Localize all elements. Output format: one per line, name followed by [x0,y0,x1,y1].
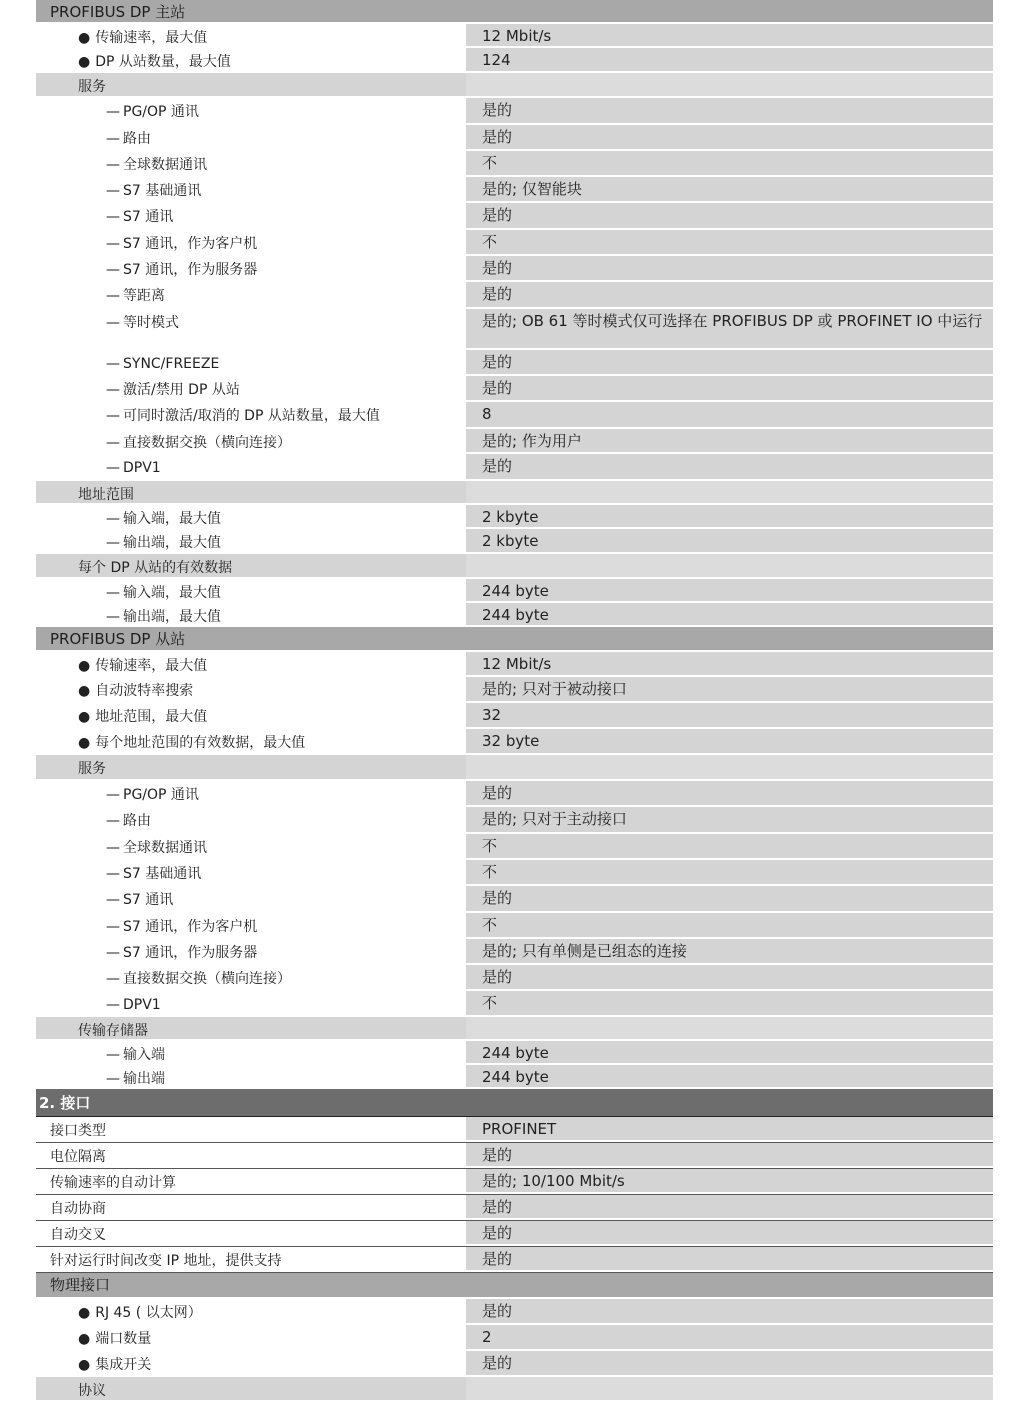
dash-marker: — [106,288,120,304]
spec-label [36,282,466,309]
spec-row [36,1221,993,1247]
spec-label-text: 输入端，最大值 [123,511,221,527]
dash-marker: — [106,787,120,803]
subgroup-header: 服务 [36,73,993,98]
spec-value: 不 [466,151,993,177]
dash-marker: — [106,262,120,278]
dash-marker: — [106,1047,120,1063]
subgroup-header: 地址范围 [36,481,993,505]
spec-row [36,729,993,755]
spec-label-text: 输出端 [123,1071,165,1087]
spec-label-text: DP 从站数量，最大值 [95,54,231,70]
spec-label-text: 每个地址范围的有效数据，最大值 [95,735,306,751]
spec-value: 244 byte [466,579,993,603]
subgroup-header: 每个 DP 从站的有效数据 [36,554,993,579]
spec-label [36,1351,466,1377]
spec-label [36,125,466,151]
spec-value: 是的 [466,256,993,282]
spec-label [36,48,466,73]
spec-row [36,652,993,677]
spec-value: 32 byte [466,729,993,755]
spec-row [36,834,993,860]
dash-marker: — [106,356,120,372]
spec-value: 是的 [466,454,993,481]
spec-row [36,807,993,834]
spec-label-text: 地址范围，最大值 [95,709,208,725]
spec-label [36,913,466,939]
spec-label-text: 全球数据通讯 [123,157,207,173]
group-header: 物理接口 [36,1273,993,1299]
spec-label-text: S7 通讯，作为服务器 [123,945,258,961]
spec-label [36,1195,466,1220]
spec-row [36,402,993,429]
spec-value: 是的 [466,886,993,913]
spec-value: 8 [466,402,993,429]
spec-label-text: 电位隔离 [50,1149,106,1165]
spec-row [36,48,993,73]
spec-label-text: 等时模式 [123,315,179,331]
dash-marker: — [106,919,120,935]
spec-value: 是的 [466,1299,993,1325]
spec-label [36,939,466,965]
spec-label [36,256,466,282]
bullet-marker: ● [78,30,91,46]
spec-row [36,151,993,177]
dash-marker: — [106,408,120,424]
spec-row [36,860,993,886]
spec-label [36,1117,466,1142]
spec-label [36,860,466,886]
bullet-marker: ● [78,658,91,674]
spec-row [36,505,993,529]
spec-value: 是的 [466,376,993,402]
spec-value: 244 byte [466,1041,993,1065]
spec-row [36,309,993,350]
spec-row [36,429,993,454]
spec-label [36,1169,466,1194]
spec-value: 是的; 10/100 Mbit/s [466,1169,993,1194]
dash-marker: — [106,609,120,625]
spec-row [36,1351,993,1377]
spec-row [36,579,993,603]
spec-label-text: 全球数据通讯 [123,840,207,856]
spec-label [36,703,466,729]
spec-value: 244 byte [466,603,993,627]
bullet-marker: ● [78,735,91,751]
spec-row [36,1143,993,1169]
spec-label-text: 直接数据交换（横向连接） [123,971,291,987]
dash-marker: — [106,511,120,527]
spec-value: 是的 [466,125,993,151]
spec-value: PROFINET [466,1117,993,1142]
spec-label-text: 端口数量 [95,1331,152,1347]
spec-label [36,1065,466,1089]
spec-label [36,309,466,350]
spec-value: 2 kbyte [466,529,993,554]
spec-label [36,991,466,1017]
spec-value: 2 kbyte [466,505,993,529]
spec-label [36,729,466,755]
spec-label [36,429,466,454]
dash-marker: — [106,840,120,856]
spec-row [36,1065,993,1089]
dash-marker: — [106,971,120,987]
spec-row [36,1299,993,1325]
spec-label-text: 输入端 [123,1047,165,1063]
spec-value: 是的; 只对于被动接口 [466,677,993,703]
spec-row [36,98,993,125]
spec-label-text: RJ 45 ( 以太网） [95,1305,202,1321]
dash-marker: — [106,209,120,225]
spec-row [36,781,993,807]
spec-label-text: DPV1 [123,460,161,476]
dash-marker: — [106,104,120,120]
subgroup-header: 服务 [36,755,993,781]
spec-label [36,807,466,834]
section-header: 2. 接口 [36,1089,993,1117]
spec-label-text: 等距离 [123,288,165,304]
spec-label [36,151,466,177]
spec-label-text: 激活/禁用 DP 从站 [123,382,240,398]
spec-row [36,1169,993,1195]
spec-value: 是的; OB 61 等时模式仅可选择在 PROFIBUS DP 或 PROFINET IO 中运行 [466,309,993,350]
spec-label [36,98,466,125]
spec-value: 是的; 只有单侧是已组态的连接 [466,939,993,965]
spec-row [36,282,993,309]
spec-label-text: S7 通讯，作为客户机 [123,236,258,252]
spec-label-text: 输入端，最大值 [123,585,221,601]
spec-label [36,579,466,603]
spec-row [36,24,993,48]
spec-label-text: 集成开关 [95,1357,152,1373]
spec-value: 12 Mbit/s [466,24,993,48]
spec-label-text: PG/OP 通讯 [123,787,199,803]
spec-value: 是的 [466,1351,993,1377]
spec-row [36,939,993,965]
spec-label [36,1221,466,1246]
spec-row [36,454,993,481]
spec-value: 不 [466,991,993,1017]
dash-marker: — [106,382,120,398]
subgroup-header: 传输存储器 [36,1017,993,1041]
spec-label-text: SYNC/FREEZE [123,356,220,372]
spec-row [36,1117,993,1143]
spec-value: 是的; 仅智能块 [466,177,993,203]
spec-value: 是的 [466,282,993,309]
subgroup-header: 协议 [36,1377,993,1402]
spec-row [36,603,993,627]
spec-label [36,203,466,230]
spec-label [36,454,466,481]
spec-label [36,781,466,807]
spec-value: 是的 [466,1247,993,1272]
spec-value: 244 byte [466,1065,993,1089]
spec-value: 是的 [466,203,993,230]
spec-label-text: 自动波特率搜索 [95,683,194,699]
spec-label-text: PG/OP 通讯 [123,104,199,120]
spec-value: 32 [466,703,993,729]
spec-value: 不 [466,834,993,860]
spec-value: 是的; 作为用户 [466,429,993,454]
spec-label-text: S7 基础通讯 [123,183,202,199]
spec-value: 是的 [466,1143,993,1168]
spec-label-text: 自动协商 [50,1201,106,1217]
spec-label [36,1299,466,1325]
group-header: PROFIBUS DP 主站 [36,0,993,24]
spec-row [36,529,993,554]
dash-marker: — [106,315,120,331]
spec-label [36,402,466,429]
spec-label [36,603,466,627]
dash-marker: — [106,866,120,882]
spec-label-text: 可同时激活/取消的 DP 从站数量，最大值 [123,408,380,424]
bullet-marker: ● [78,1331,91,1347]
dash-marker: — [106,997,120,1013]
spec-label-text: S7 通讯，作为客户机 [123,919,258,935]
spec-row [36,203,993,230]
spec-label-text: S7 基础通讯 [123,866,202,882]
spec-value: 2 [466,1325,993,1351]
dash-marker: — [106,585,120,601]
spec-row [36,1325,993,1351]
spec-row [36,125,993,151]
spec-label-text: DPV1 [123,997,161,1013]
spec-label [36,886,466,913]
spec-label-text: 传输速率的自动计算 [50,1175,176,1191]
spec-label-text: 接口类型 [50,1123,106,1139]
spec-label [36,177,466,203]
spec-row [36,1041,993,1065]
spec-label [36,24,466,48]
spec-value: 不 [466,230,993,256]
spec-label [36,529,466,554]
spec-value: 是的 [466,1221,993,1246]
spec-label-text: 传输速率，最大值 [95,30,208,46]
spec-row [36,913,993,939]
spec-row [36,350,993,376]
spec-value: 是的 [466,98,993,125]
spec-value: 是的 [466,965,993,991]
spec-row [36,1247,993,1273]
dash-marker: — [106,435,120,451]
dash-marker: — [106,131,120,147]
spec-value: 124 [466,48,993,73]
spec-label [36,1143,466,1168]
spec-label [36,350,466,376]
spec-row [36,376,993,402]
spec-value: 是的 [466,1195,993,1220]
spec-row [36,991,993,1017]
spec-label [36,1041,466,1065]
spec-label-text: S7 通讯，作为服务器 [123,262,258,278]
spec-label [36,965,466,991]
spec-label [36,505,466,529]
spec-row [36,965,993,991]
spec-label [36,230,466,256]
spec-label [36,834,466,860]
spec-label-text: 路由 [123,813,151,829]
dash-marker: — [106,945,120,961]
spec-label [36,376,466,402]
spec-value: 是的 [466,350,993,376]
bullet-marker: ● [78,54,91,70]
spec-value: 是的 [466,781,993,807]
spec-row [36,677,993,703]
spec-label-text: 输出端，最大值 [123,609,221,625]
bullet-marker: ● [78,709,91,725]
spec-value: 不 [466,913,993,939]
spec-label-text: 传输速率，最大值 [95,658,208,674]
spec-row [36,1195,993,1221]
spec-label-text: S7 通讯 [123,892,174,908]
spec-value: 是的; 只对于主动接口 [466,807,993,834]
spec-label-text: 针对运行时间改变 IP 地址，提供支持 [50,1253,282,1269]
spec-label-text: 输出端，最大值 [123,535,221,551]
spec-row [36,703,993,729]
spec-row [36,886,993,913]
spec-label [36,677,466,703]
spec-row [36,256,993,282]
group-header: PROFIBUS DP 从站 [36,627,993,652]
spec-label-text: 自动交叉 [50,1227,106,1243]
dash-marker: — [106,460,120,476]
spec-value: 12 Mbit/s [466,652,993,677]
dash-marker: — [106,236,120,252]
bullet-marker: ● [78,1357,91,1373]
spec-table [36,0,993,1402]
bullet-marker: ● [78,683,91,699]
spec-row [36,230,993,256]
dash-marker: — [106,183,120,199]
dash-marker: — [106,157,120,173]
spec-label-text: 直接数据交换（横向连接） [123,435,291,451]
spec-label [36,652,466,677]
spec-row [36,177,993,203]
spec-label [36,1325,466,1351]
spec-label-text: 路由 [123,131,151,147]
dash-marker: — [106,813,120,829]
dash-marker: — [106,892,120,908]
dash-marker: — [106,1071,120,1087]
bullet-marker: ● [78,1305,91,1321]
spec-value: 不 [466,860,993,886]
spec-label [36,1247,466,1272]
spec-label-text: S7 通讯 [123,209,174,225]
dash-marker: — [106,535,120,551]
